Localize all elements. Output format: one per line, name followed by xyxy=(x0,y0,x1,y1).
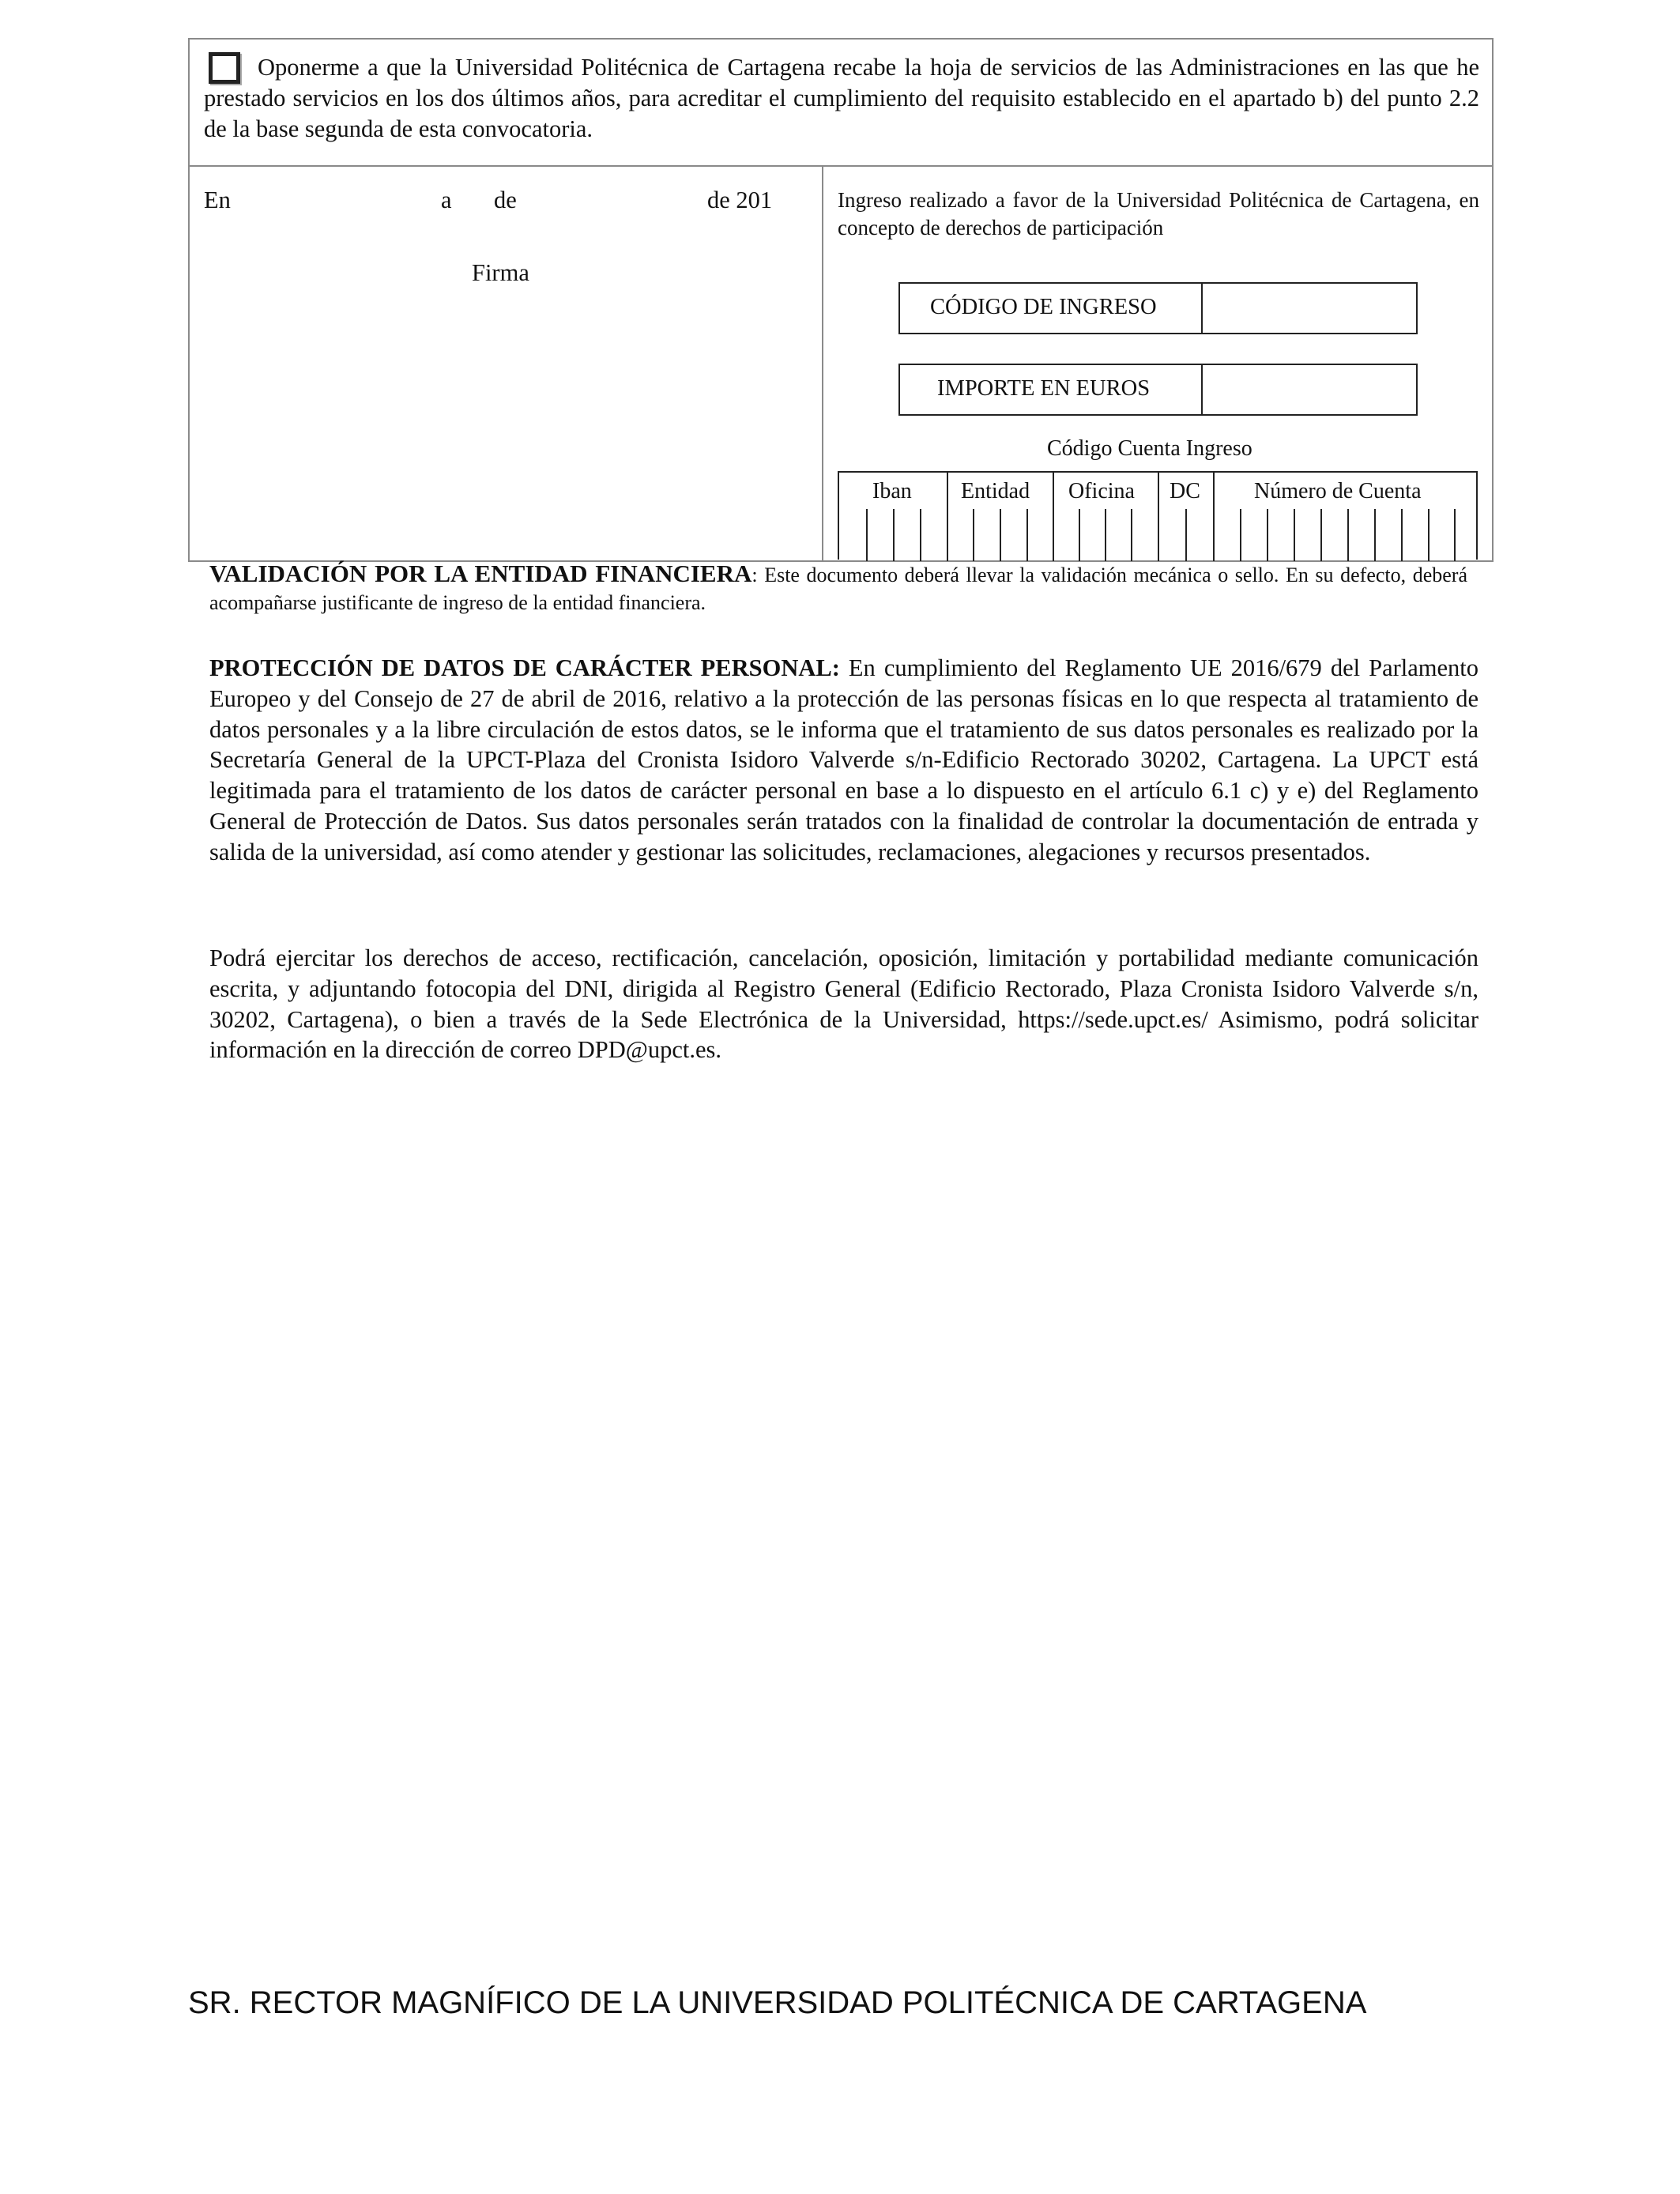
digit-divider xyxy=(1347,509,1349,561)
digit-divider xyxy=(1079,509,1080,561)
digit-divider xyxy=(1374,509,1376,561)
digit-divider xyxy=(1267,509,1268,561)
validation-note xyxy=(209,560,1467,616)
digit-divider xyxy=(893,509,895,561)
section-divider xyxy=(822,167,823,562)
digit-divider xyxy=(1026,509,1028,561)
dc-label: DC xyxy=(1170,479,1200,503)
digit-divider xyxy=(1320,509,1322,561)
digit-divider xyxy=(866,509,868,561)
digit-divider xyxy=(1240,509,1241,561)
digit-divider xyxy=(1185,509,1187,561)
month-label: de xyxy=(494,187,517,213)
rights-notice: Podrá ejercitar los derechos de acceso, rectificación, cancelación, oposición, limitación y portabilidad mediante comunicación escrita, y adjuntando fotocopia del DNI, dirigida al Registro General (Edificio Rectorado, Plaza Cronista Isidoro Valverde s/n, 30202, Cartagena), o bien a través de la Sede Electrónica de la Universidad, https://sede.upct.es/ Asimismo, podrá solicitar información en la dirección de correo DPD@upct.es. xyxy=(209,944,1478,1064)
digit-divider xyxy=(1000,509,1001,561)
digit-divider xyxy=(1454,509,1456,561)
account-number-label: Número de Cuenta xyxy=(1254,479,1422,503)
payment-code-field[interactable] xyxy=(898,282,1418,334)
entity-label: Entidad xyxy=(961,479,1030,503)
amount-label: IMPORTE EN EUROS xyxy=(937,376,1151,401)
digit-divider xyxy=(1428,509,1430,561)
consent-checkbox[interactable] xyxy=(209,52,240,84)
iban-label: Iban xyxy=(872,479,912,503)
digit-divider xyxy=(1294,509,1295,561)
field-separator xyxy=(1201,284,1203,333)
digit-divider xyxy=(1131,509,1132,561)
consent-text: Oponerme a que la Universidad Politécnica de Cartagena recabe la hoja de servicios de las Administraciones en las que he prestado servicios en los dos últimos años, para acreditar el cumplimiento del requisito establecido en el apartado b) del punto 2.2 de la base segunda de esta convocatoria. xyxy=(204,54,1479,142)
privacy-notice xyxy=(209,653,1478,868)
digit-divider xyxy=(920,509,921,561)
addressee: SR. RECTOR MAGNÍFICO DE LA UNIVERSIDAD POLITÉCNICA DE CARTAGENA xyxy=(188,1985,1367,2020)
group-separator xyxy=(947,473,948,561)
amount-field[interactable] xyxy=(898,364,1418,416)
place-label: En xyxy=(204,187,231,213)
office-label: Oficina xyxy=(1068,479,1135,503)
year-label: de 201 xyxy=(707,187,773,213)
validation-heading: VALIDACIÓN POR LA ENTIDAD FINANCIERA xyxy=(209,560,752,587)
day-label: a xyxy=(441,187,452,213)
payment-description: Ingreso realizado a favor de la Universidad Politécnica de Cartagena, en concepto de derechos de participación xyxy=(838,188,1479,239)
account-caption: Código Cuenta Ingreso xyxy=(1047,436,1252,461)
privacy-heading: PROTECCIÓN DE DATOS DE CARÁCTER PERSONAL: xyxy=(209,654,840,681)
validation-body: : Este documento deberá llevar la validación mecánica o sello. En su defecto, deberá acompañarse justificante de ingreso de la entidad financiera. xyxy=(209,564,1467,614)
group-separator xyxy=(1213,473,1215,561)
digit-divider xyxy=(1105,509,1106,561)
privacy-body: En cumplimiento del Reglamento UE 2016/679 del Parlamento Europeo y del Consejo de 27 de abril de 2016, relativo a la protección de las personas físicas en lo que respecta al tratamiento de datos personales y a la libre circulación de estos datos, se le informa que el tratamiento de sus datos personales es realizado por la Secretaría General de la UPCT-Plaza del Cronista Isidoro Valverde s/n-Edificio Rectorado 30202, Cartagena. La UPCT está legitimada para el tratamiento de los datos de carácter personal en base a lo dispuesto en el artículo 6.1 c) y e) del Reglamento General de Protección de Datos. Sus datos personales serán tratados con la finalidad de controlar la documentación de entrada y salida de la universidad, así como atender y gestionar las solicitudes, reclamaciones, alegaciones y recursos presentados. xyxy=(209,654,1479,865)
field-separator xyxy=(1201,365,1203,414)
group-separator xyxy=(1158,473,1159,561)
digit-divider xyxy=(1401,509,1403,561)
account-number-table[interactable] xyxy=(838,471,1478,560)
signature-label: Firma xyxy=(472,259,529,286)
payment-code-label: CÓDIGO DE INGRESO xyxy=(930,295,1157,319)
group-separator xyxy=(1053,473,1054,561)
digit-divider xyxy=(973,509,974,561)
